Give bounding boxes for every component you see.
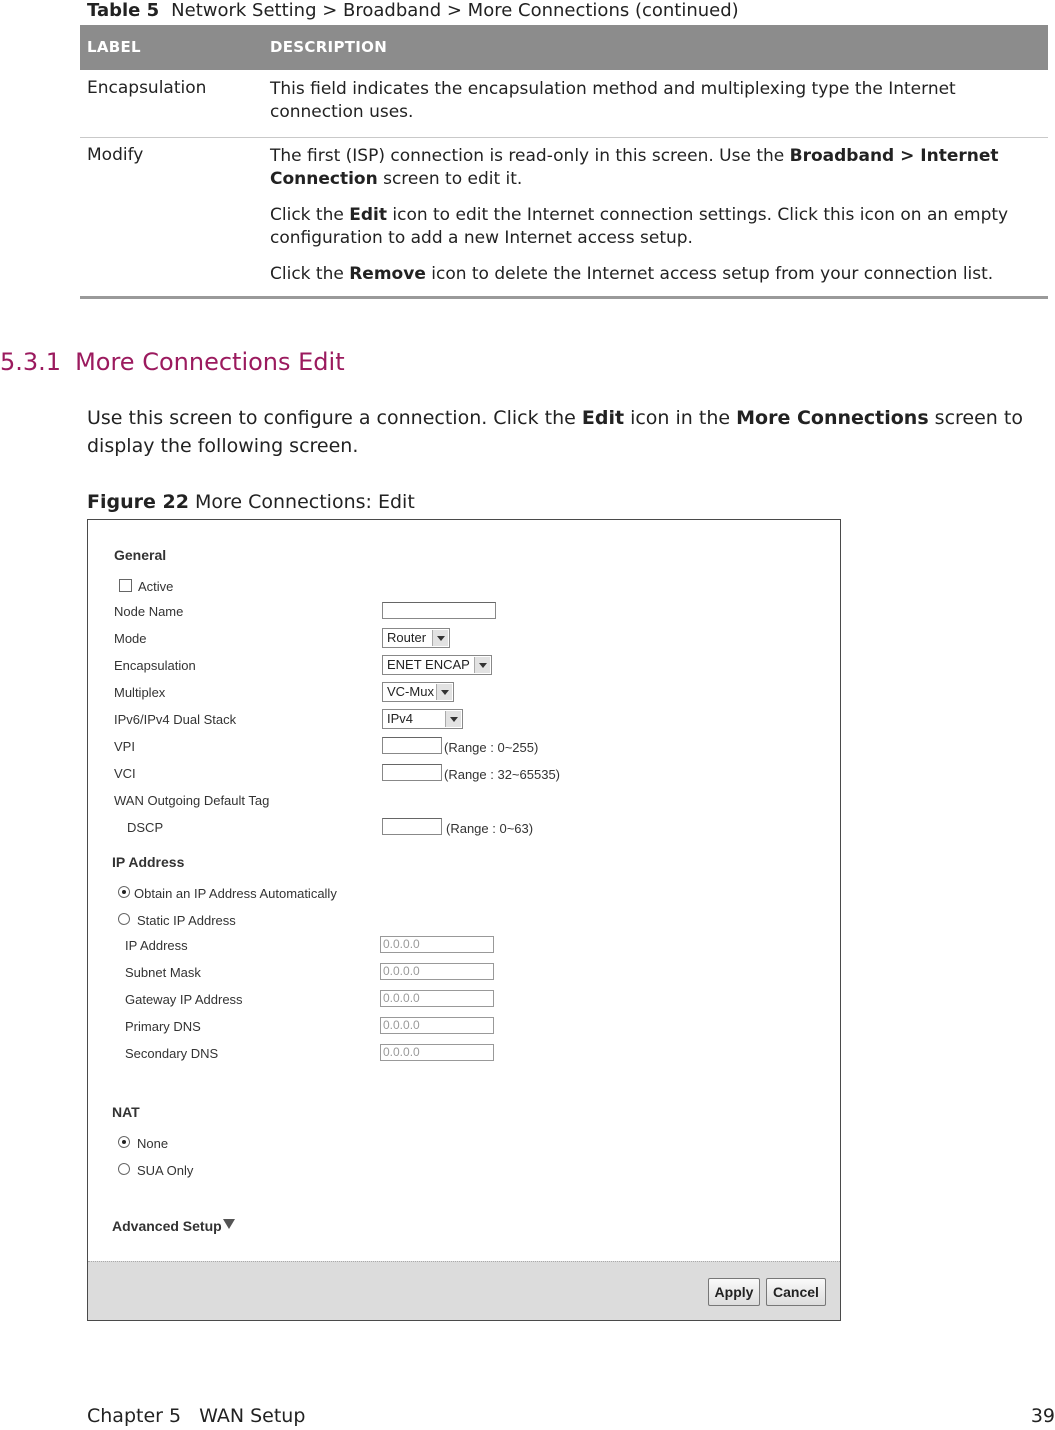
- primary-dns-label: Primary DNS: [125, 1019, 201, 1034]
- figure-caption: Figure 22 More Connections: Edit: [87, 491, 415, 513]
- secondary-dns-label: Secondary DNS: [125, 1046, 219, 1061]
- gateway-input[interactable]: 0.0.0.0: [380, 990, 494, 1007]
- static-ip-radio[interactable]: [118, 913, 130, 925]
- more-connections-edit-screen: [87, 519, 841, 1321]
- ip-address-heading: IP Address: [112, 854, 185, 870]
- apply-button[interactable]: Apply: [708, 1278, 760, 1306]
- footer-chapter: Chapter 5 WAN Setup: [87, 1405, 306, 1427]
- advanced-setup-toggle[interactable]: Advanced Setup: [112, 1218, 235, 1234]
- chevron-down-icon: [474, 657, 490, 673]
- section-heading: 5.3.1 More Connections Edit: [0, 348, 345, 376]
- row-divider: [80, 137, 1048, 138]
- ip-address-input[interactable]: 0.0.0.0: [380, 936, 494, 953]
- table-bottom-rule: [80, 296, 1048, 299]
- node-name-input[interactable]: [382, 602, 496, 619]
- subnet-mask-input[interactable]: 0.0.0.0: [380, 963, 494, 980]
- nat-none-radio[interactable]: [118, 1136, 130, 1148]
- vpi-label: VPI: [114, 739, 135, 754]
- multiplex-select[interactable]: VC-Mux: [382, 682, 454, 702]
- nat-none-label: None: [137, 1136, 169, 1151]
- active-label: Active: [138, 579, 174, 594]
- subnet-mask-label: Subnet Mask: [125, 965, 201, 980]
- footer-page-number: 39: [1030, 1405, 1055, 1427]
- general-heading: General: [114, 547, 167, 563]
- encapsulation-select[interactable]: ENET ENCAP: [382, 655, 492, 675]
- dual-stack-select[interactable]: IPv4: [382, 709, 463, 729]
- obtain-auto-radio[interactable]: [118, 886, 130, 898]
- row-label: Encapsulation: [87, 78, 207, 98]
- table-header: [80, 25, 1048, 70]
- mode-select[interactable]: Router: [382, 628, 450, 648]
- chevron-down-icon: [432, 630, 448, 646]
- cancel-button[interactable]: Cancel: [766, 1278, 826, 1306]
- section-body: Use this screen to configure a connection. Click the Edit icon in the More Connections screen to display the following screen.: [87, 407, 1023, 457]
- dual-stack-label: IPv6/IPv4 Dual Stack: [114, 712, 237, 727]
- row-description: The first (ISP) connection is read-only in this screen. Use the Broadband > Internet Connection screen to edit it. Click the Edit icon to edit the Internet connection settings. Click this icon on an empty configuration to add a new Internet access setup. Click the Remove icon to delete the Internet access setup from your connection list.: [270, 146, 1009, 284]
- row-label: Modify: [87, 145, 144, 165]
- vpi-input[interactable]: [382, 737, 442, 754]
- nat-sua-radio[interactable]: [118, 1163, 130, 1175]
- dscp-range: (Range : 0~63): [446, 821, 534, 836]
- row-description: This field indicates the encapsulation method and multiplexing type the Internet connection uses.: [270, 79, 956, 122]
- active-checkbox[interactable]: [119, 579, 132, 592]
- vci-label: VCI: [114, 766, 136, 781]
- vci-input[interactable]: [382, 764, 442, 781]
- chevron-down-icon: [436, 684, 452, 700]
- chevron-down-icon: [445, 711, 461, 727]
- encapsulation-label: Encapsulation: [114, 658, 196, 673]
- header-description: DESCRIPTION: [270, 38, 388, 56]
- node-name-label: Node Name: [114, 604, 184, 619]
- gateway-label: Gateway IP Address: [125, 992, 243, 1007]
- static-ip-label: Static IP Address: [137, 913, 236, 928]
- primary-dns-input[interactable]: 0.0.0.0: [380, 1017, 494, 1034]
- table-caption: Table 5 Network Setting > Broadband > More Connections (continued): [87, 0, 739, 21]
- vpi-range: (Range : 0~255): [444, 740, 539, 755]
- vci-range: (Range : 32~65535): [444, 767, 561, 782]
- header-label: LABEL: [87, 38, 141, 56]
- wan-tag-label: WAN Outgoing Default Tag: [114, 793, 270, 808]
- obtain-auto-label: Obtain an IP Address Automatically: [134, 886, 337, 901]
- nat-heading: NAT: [112, 1104, 140, 1120]
- mode-label: Mode: [114, 631, 147, 646]
- multiplex-label: Multiplex: [114, 685, 166, 700]
- ip-address-label: IP Address: [125, 938, 188, 953]
- triangle-down-icon: [223, 1219, 235, 1229]
- dscp-label: DSCP: [127, 820, 164, 835]
- dscp-input[interactable]: [382, 818, 442, 835]
- nat-sua-label: SUA Only: [137, 1163, 194, 1178]
- secondary-dns-input[interactable]: 0.0.0.0: [380, 1044, 494, 1061]
